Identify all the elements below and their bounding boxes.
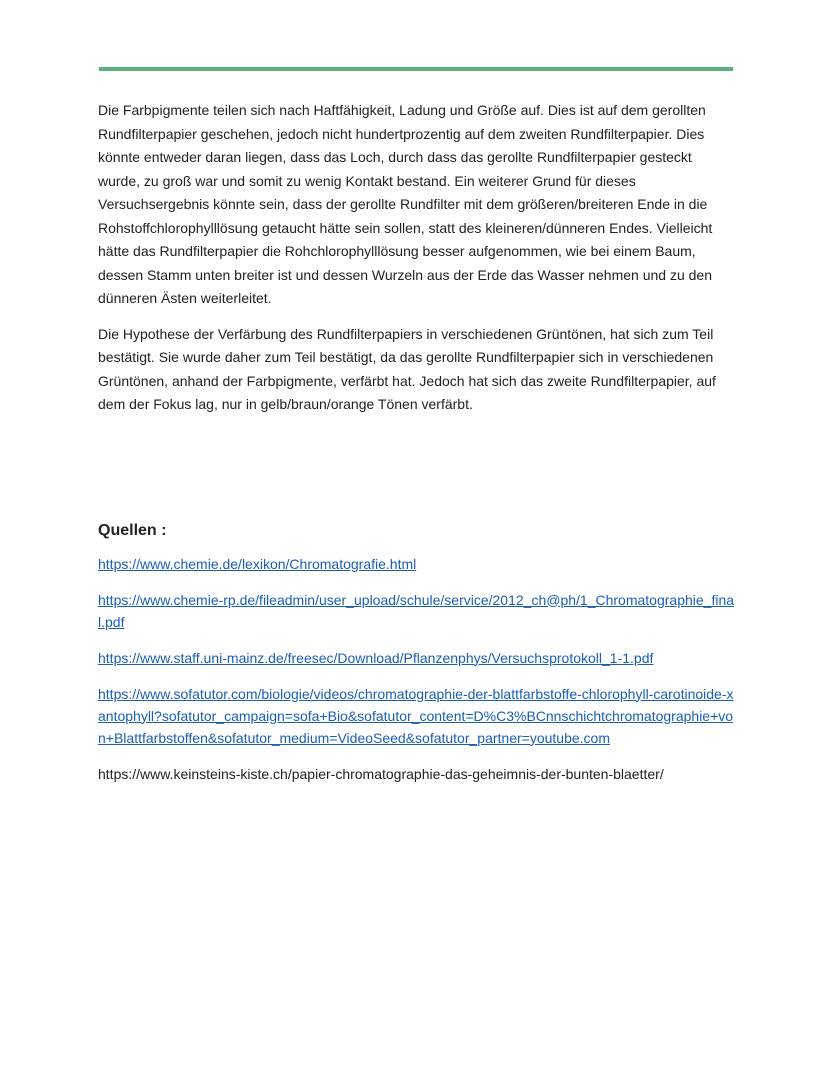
document-body bbox=[98, 99, 734, 799]
source-link-uni-mainz[interactable]: https://www.staff.uni-mainz.de/freesec/Download/Pflanzenphys/Versuchsprotokoll_1-1.pdf bbox=[98, 649, 654, 666]
source-link-sofatutor[interactable]: https://www.sofatutor.com/biologie/videos/chromatographie-der-blattfarbstoffe-chlorophyll-carotinoide-xantophyll?sofatutor_campaign=sofa+Bio&sofatutor_content=D%C3%BCnnschichtchromatographie+von+Blattfarbstoffen&sofatutor_medium=VideoSeed&sofatutor_partner=youtube.com bbox=[98, 685, 734, 746]
paragraph-hypothesis: Die Hypothese der Verfärbung des Rundfilterpapiers in verschiedenen Grüntönen, hat sich zum Teil bestätigt. Sie wurde daher zum Teil bestätigt, da das gerollte Rundfilterpapier sich in verschiedenen Grüntönen, anhand der Farbpigmente, verfärbt hat. Jedoch hat sich das zweite Rundfilterpapier, auf dem der Fokus lag, nur in gelb/braun/orange Tönen verfärbt. bbox=[98, 325, 716, 412]
sources-section bbox=[98, 519, 734, 785]
paragraph-discussion: Die Farbpigmente teilen sich nach Haftfähigkeit, Ladung und Größe auf. Dies ist auf dem gerollten Rundfilterpapier geschehen, jedoch nicht hundertprozentig auf dem zweiten Rundfilterpapier. Dies könnte entweder daran liegen, dass das Loch, durch dass das gerollte Rundfilterpapier gesteckt wurde, zu groß war und somit zu wenig Kontakt bestand. Ein weiterer Grund für dieses Versuchsergebnis könnte sein, dass der gerollte Rundfilter mit dem größeren/breiteren Ende in die Rohstoffchlorophylllösung getaucht hätte sein sollen, statt des kleineren/dünneren Endes. Vielleicht hätte das Rundfilterpapier die Rohchlorophylllösung besser aufgenommen, wie bei einem Baum, dessen Stamm unten breiter ist und dessen Wurzeln aus der Erde das Wasser nehmen und zu den dünneren Ästen weiterleitet. bbox=[98, 102, 713, 306]
source-text-keinsteins-kiste: https://www.keinsteins-kiste.ch/papier-chromatographie-das-geheimnis-der-bunten-blaetter/ bbox=[98, 765, 664, 782]
source-link-chemie-rp[interactable]: https://www.chemie-rp.de/fileadmin/user_upload/schule/service/2012_ch@ph/1_Chromatographie_final.pdf bbox=[98, 591, 735, 630]
source-item bbox=[98, 683, 734, 749]
source-link-chemie-lexikon[interactable]: https://www.chemie.de/lexikon/Chromatografie.html bbox=[98, 555, 417, 572]
section-spacer bbox=[98, 429, 734, 519]
header-divider bbox=[99, 67, 733, 71]
source-item bbox=[98, 553, 734, 575]
source-item bbox=[98, 589, 734, 633]
sources-heading: Quellen : bbox=[98, 521, 167, 539]
source-item bbox=[98, 647, 734, 669]
